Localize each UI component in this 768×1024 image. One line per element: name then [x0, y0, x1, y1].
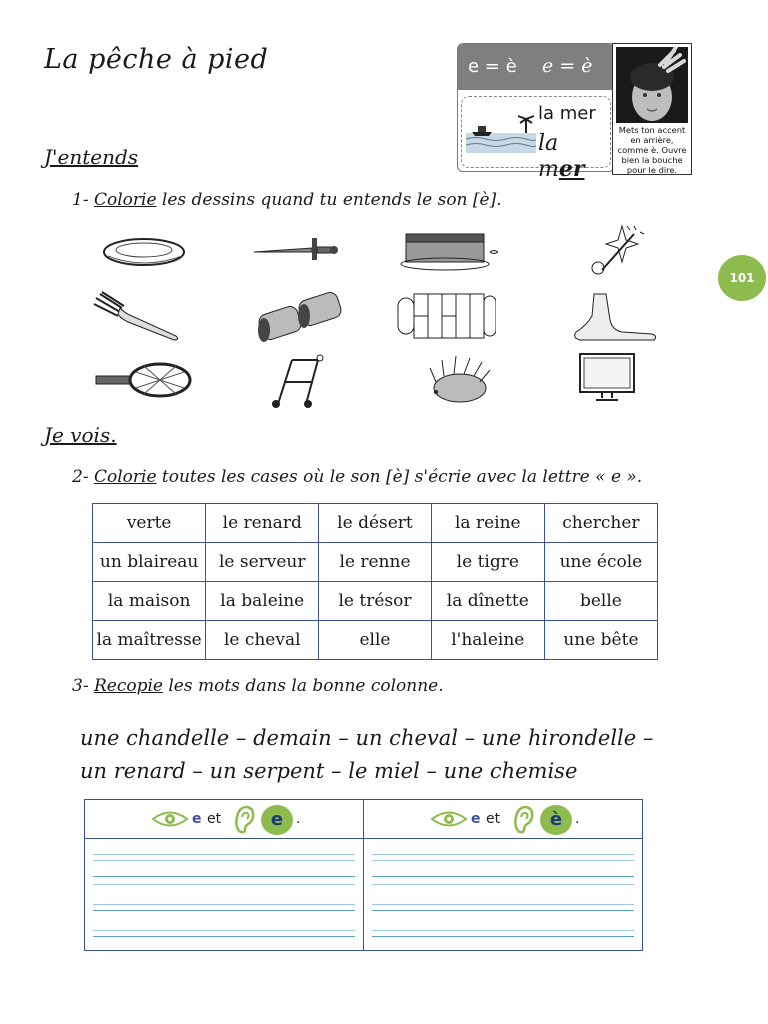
exercise-1-instruction [72, 190, 502, 210]
table-cell[interactable]: la dînette [431, 582, 544, 621]
table-cell[interactable]: belle [544, 582, 657, 621]
table-cell[interactable]: la maison [93, 582, 206, 621]
writing-line[interactable] [372, 904, 634, 905]
example-box [461, 96, 611, 182]
word-table [92, 503, 658, 660]
dictation-line-2: un renard – un serpent – le miel – une chemise [80, 759, 578, 783]
table-row [93, 543, 658, 582]
stroller-icon[interactable] [248, 352, 348, 408]
table-cell[interactable]: le serveur [206, 543, 319, 582]
writing-line[interactable] [93, 910, 355, 911]
letter-e: e [471, 811, 481, 827]
table-cell[interactable]: la baleine [206, 582, 319, 621]
script-rule: e = è [542, 55, 593, 77]
sword-icon[interactable] [250, 222, 350, 278]
page-title: La pêche à pied [44, 44, 269, 75]
writing-line[interactable] [93, 854, 355, 855]
plate-icon[interactable] [100, 224, 200, 280]
sound-badge: e [261, 805, 293, 835]
table-cell[interactable]: un blaireau [93, 543, 206, 582]
column-header [85, 800, 363, 839]
ear-icon [512, 805, 534, 835]
script-highlight: er [558, 156, 585, 182]
exercise-text: les dessins quand tu entends le son [è]. [156, 190, 502, 210]
table-row [93, 621, 658, 660]
exercise-text: toutes les cases où le son [è] s'écrie avec la lettre « e ». [156, 467, 643, 487]
writing-line[interactable] [93, 876, 355, 877]
exercise-number: 3- [72, 676, 89, 696]
sound-badge: è [540, 805, 572, 835]
table-cell[interactable]: la reine [431, 504, 544, 543]
hedgehog-icon[interactable] [420, 352, 520, 408]
table-cell[interactable]: verte [93, 504, 206, 543]
example-word-print: la mer [538, 103, 596, 124]
sea-boat-icon [466, 113, 536, 153]
child-photo [616, 47, 688, 123]
television-icon[interactable] [572, 350, 672, 406]
example-word-script [538, 131, 610, 182]
connector: et [486, 811, 501, 827]
photo-panel [612, 43, 692, 175]
section-title-vois: Je vois. [44, 423, 117, 447]
table-cell[interactable]: le renne [319, 543, 432, 582]
eye-icon [430, 810, 468, 828]
binoculars-icon[interactable] [252, 288, 352, 344]
foot-icon[interactable] [566, 290, 666, 346]
table-cell[interactable]: l'haleine [431, 621, 544, 660]
hopscotch-icon[interactable] [396, 288, 496, 344]
ear-icon [233, 805, 255, 835]
writing-line[interactable] [93, 884, 355, 885]
connector: et [207, 811, 222, 827]
dictation-line-1: une chandelle – demain – un cheval – une hirondelle – [80, 726, 654, 750]
period: . [296, 811, 301, 827]
rule-band [458, 44, 614, 90]
answer-column-e-grave [364, 800, 642, 950]
section-title-entends: J'entends [44, 145, 139, 169]
table-row [93, 582, 658, 621]
cake-icon[interactable] [398, 222, 498, 278]
exercise-3-instruction [72, 676, 444, 696]
table-cell[interactable]: le cheval [206, 621, 319, 660]
table-cell[interactable]: le trésor [319, 582, 432, 621]
photo-caption: Mets ton accent en arrière, comme è. Ouvre bien la bouche pour le dire. [617, 125, 687, 175]
table-cell[interactable]: le désert [319, 504, 432, 543]
writing-line[interactable] [93, 930, 355, 931]
script-prefix: la m [538, 131, 559, 182]
period: . [575, 811, 580, 827]
table-cell[interactable]: chercher [544, 504, 657, 543]
exercise-verb: Colorie [93, 190, 157, 210]
exercise-number: 2- [72, 467, 89, 487]
writing-line[interactable] [372, 854, 634, 855]
table-cell[interactable]: une bête [544, 621, 657, 660]
table-cell[interactable]: la maîtresse [93, 621, 206, 660]
writing-line[interactable] [372, 930, 634, 931]
tennis-racket-icon[interactable] [92, 352, 192, 408]
page-number-badge: 101 [718, 255, 766, 301]
writing-line[interactable] [372, 936, 634, 937]
writing-line[interactable] [93, 904, 355, 905]
sound-rule-box [457, 43, 615, 182]
table-cell[interactable]: le tigre [431, 543, 544, 582]
writing-line[interactable] [93, 936, 355, 937]
answer-table [84, 799, 643, 951]
table-cell[interactable]: le renard [206, 504, 319, 543]
writing-line[interactable] [372, 876, 634, 877]
fork-icon[interactable] [92, 290, 192, 346]
exercise-number: 1- [72, 190, 89, 210]
exercise-verb: Colorie [93, 467, 157, 487]
writing-line[interactable] [93, 860, 355, 861]
letter-e: e [192, 811, 202, 827]
exercise-2-instruction [72, 467, 642, 487]
print-rule: e = è [468, 56, 517, 77]
table-cell[interactable]: elle [319, 621, 432, 660]
table-row [93, 504, 658, 543]
exercise-text: les mots dans la bonne colonne. [162, 676, 444, 696]
exercise-verb: Recopie [93, 676, 163, 696]
eye-icon [151, 810, 189, 828]
column-header [364, 800, 642, 839]
fairy-wand-icon[interactable] [574, 220, 674, 276]
writing-line[interactable] [372, 860, 634, 861]
table-cell[interactable]: une école [544, 543, 657, 582]
answer-column-e [85, 800, 364, 950]
writing-line[interactable] [372, 910, 634, 911]
writing-line[interactable] [372, 884, 634, 885]
